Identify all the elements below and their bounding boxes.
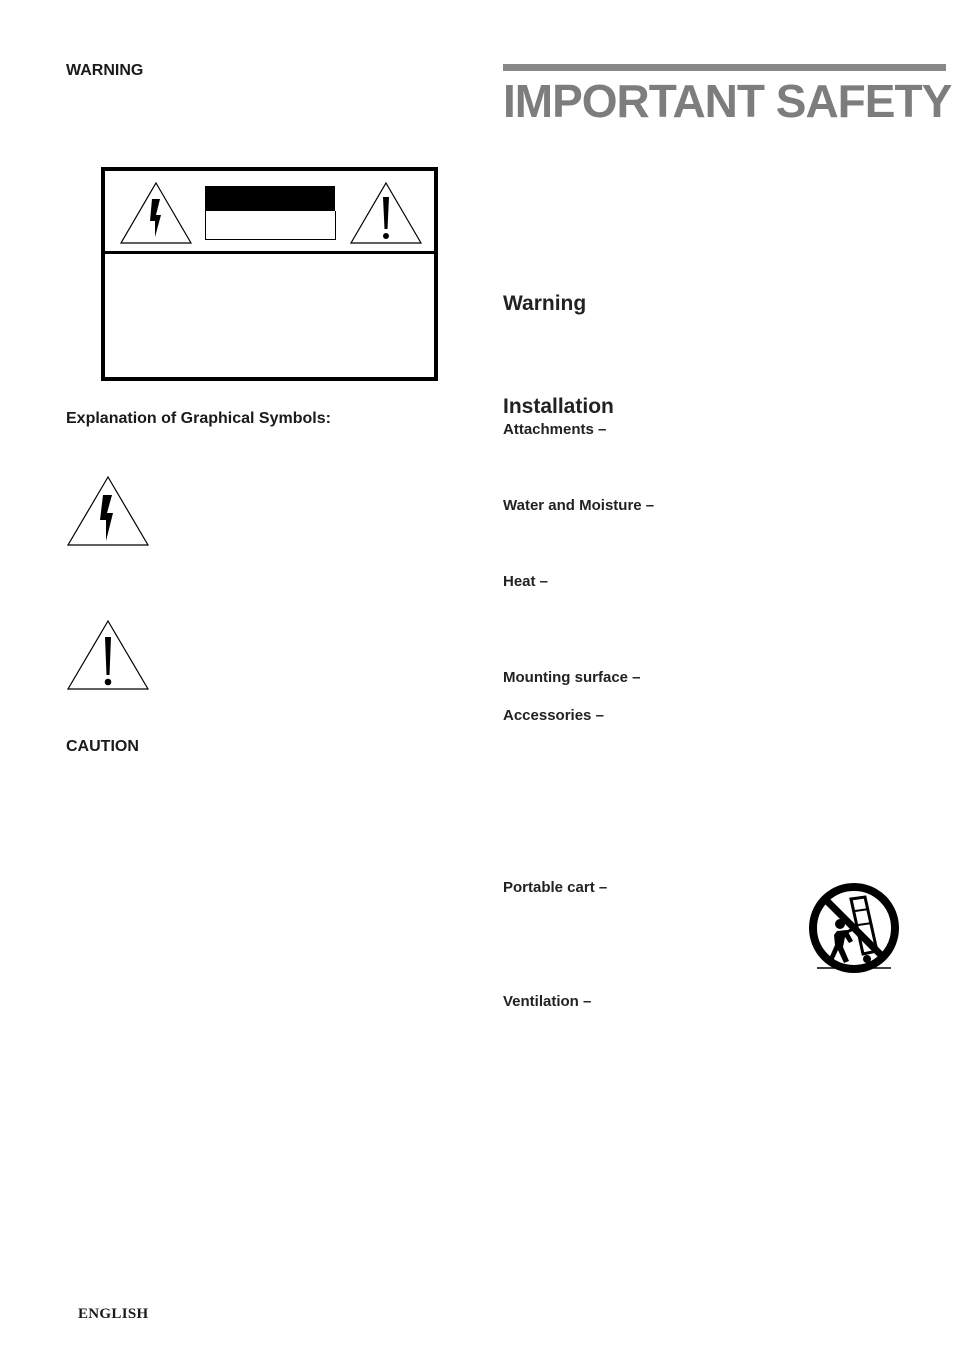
caution-banner-white <box>205 211 336 240</box>
portable-cart-heading: Portable cart – <box>503 879 608 896</box>
water-moisture-heading: Water and Moisture – <box>503 497 655 514</box>
explanation-heading: Explanation of Graphical Symbols: <box>66 410 331 427</box>
warning-heading: WARNING <box>66 62 144 79</box>
mounting-surface-heading: Mounting surface – <box>503 669 641 686</box>
lightning-triangle-icon <box>119 181 193 245</box>
caution-label-box <box>101 167 438 381</box>
title-rule <box>503 64 946 71</box>
exclamation-triangle-icon <box>66 619 150 691</box>
footer-language: ENGLISH <box>78 1306 149 1322</box>
installation-section-heading: Installation <box>503 395 614 418</box>
lightning-triangle-icon <box>66 475 150 547</box>
exclamation-triangle-icon <box>349 181 423 245</box>
caution-heading: CAUTION <box>66 738 139 755</box>
caution-banner-black <box>205 186 335 211</box>
accessories-heading: Accessories – <box>503 707 604 724</box>
page-title: IMPORTANT SAFETY <box>503 75 952 127</box>
ventilation-heading: Ventilation – <box>503 993 592 1010</box>
no-cart-tipping-icon <box>807 881 901 975</box>
caution-box-divider <box>105 251 434 254</box>
attachments-heading: Attachments – <box>503 421 607 438</box>
warning-section-heading: Warning <box>503 292 587 315</box>
heat-heading: Heat – <box>503 573 549 590</box>
